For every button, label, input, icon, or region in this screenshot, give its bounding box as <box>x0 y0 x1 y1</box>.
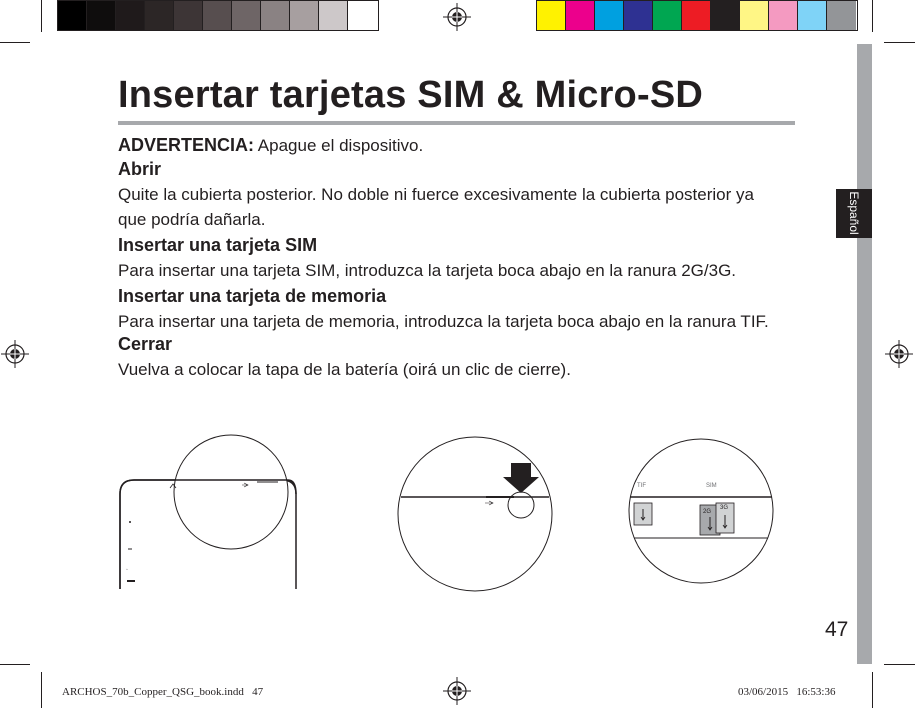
crop-mark <box>41 672 42 708</box>
crop-mark <box>884 664 915 665</box>
color-swatch <box>769 1 798 30</box>
slot-3g-label: 3G <box>720 505 729 511</box>
warning-text: Apague el dispositivo. <box>254 136 424 155</box>
gray-swatch <box>290 1 319 30</box>
color-swatch <box>827 1 856 30</box>
svg-text:◦: ◦ <box>126 567 128 573</box>
footer-date: 03/06/2015 16:53:36 <box>738 686 836 698</box>
page-title: Insertar tarjetas SIM & Micro-SD <box>118 74 704 116</box>
section-heading: Insertar una tarjeta de memoria <box>118 286 387 306</box>
gray-swatch <box>116 1 145 30</box>
registration-mark-icon <box>884 339 914 369</box>
section-heading: Cerrar <box>118 334 173 354</box>
gray-swatch <box>203 1 232 30</box>
gray-swatch <box>348 1 377 30</box>
crop-mark <box>884 42 915 43</box>
color-swatch <box>653 1 682 30</box>
usb-slot-detail-illustration <box>396 435 554 593</box>
warning-line <box>118 133 423 158</box>
gray-swatch <box>319 1 348 30</box>
gray-swatch <box>145 1 174 30</box>
gray-swatch <box>232 1 261 30</box>
tablet-back-illustration <box>112 432 310 590</box>
title-rule <box>118 121 795 125</box>
color-swatch <box>798 1 827 30</box>
crop-mark <box>41 0 42 32</box>
side-strip <box>857 44 872 664</box>
registration-mark-icon <box>0 339 30 369</box>
color-swatch <box>595 1 624 30</box>
footer-file: ARCHOS_70b_Copper_QSG_book.indd 47 <box>62 686 264 698</box>
color-swatch <box>711 1 740 30</box>
gray-swatch <box>87 1 116 30</box>
section-text: Vuelva a colocar la tapa de la batería (oirá un clic de cierre). <box>118 360 571 379</box>
gray-swatch <box>261 1 290 30</box>
gray-ramp-bar <box>57 0 379 31</box>
color-swatch <box>682 1 711 30</box>
registration-mark-icon <box>442 676 472 706</box>
crop-mark <box>872 672 873 708</box>
color-swatch <box>624 1 653 30</box>
color-swatch <box>537 1 566 30</box>
color-swatch <box>566 1 595 30</box>
crop-mark <box>0 664 30 665</box>
section-heading: Insertar una tarjeta SIM <box>118 235 318 255</box>
sim-label: SIM <box>706 483 717 489</box>
slot-2g-label: 2G <box>703 509 712 515</box>
warning-label: ADVERTENCIA: <box>118 135 255 155</box>
crop-mark <box>872 0 873 32</box>
tif-label: TIF <box>637 483 646 489</box>
registration-mark-icon <box>442 2 472 32</box>
language-tab-label: Español <box>847 191 861 235</box>
crop-mark <box>0 42 30 43</box>
color-bar <box>536 0 858 31</box>
section-text: Para insertar una tarjeta de memoria, introduzca la tarjeta boca abajo en la ranura TIF. <box>118 312 769 331</box>
section-heading: Abrir <box>118 159 162 179</box>
section-text: Para insertar una tarjeta SIM, introduzca la tarjeta boca abajo en la ranura 2G/3G. <box>118 261 737 280</box>
color-swatch <box>740 1 769 30</box>
gray-swatch <box>58 1 87 30</box>
page-number: 47 <box>825 618 849 641</box>
section-text: Quite la cubierta posterior. No doble ni fuerce excesivamente la cubierta posterior ya <box>118 185 754 204</box>
section-text: que podría dañarla. <box>118 210 266 229</box>
gray-swatch <box>174 1 203 30</box>
card-slots-illustration <box>628 437 774 585</box>
